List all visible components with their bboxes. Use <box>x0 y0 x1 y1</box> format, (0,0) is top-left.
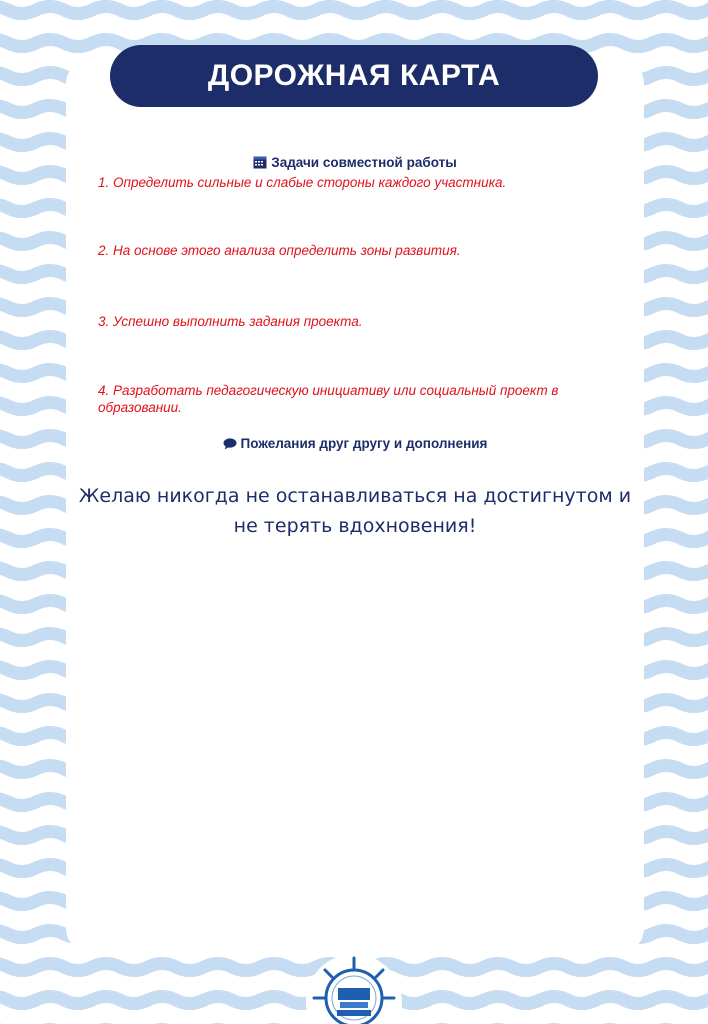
wish-line-1: Желаю никогда не останавливаться на достигнутом и <box>78 485 632 507</box>
wish-text <box>66 481 644 541</box>
tasks-heading <box>66 155 644 172</box>
wishes-heading <box>66 436 644 453</box>
task-item-4: 4. Разработать педагогическую инициативу или социальный проект в образовании. <box>98 383 559 415</box>
tasks-heading-text: Задачи совместной работы <box>271 155 457 170</box>
wish-line-2: не терять вдохновения! <box>233 515 477 537</box>
task-item-2: 2. На основе этого анализа определить зоны развития. <box>98 243 461 258</box>
calendar-icon <box>253 156 267 172</box>
task-item-1: 1. Определить сильные и слабые стороны каждого участника. <box>98 175 507 190</box>
page-title: ДОРОЖНАЯ КАРТА <box>110 45 598 107</box>
ship-wheel-logo <box>304 950 404 1024</box>
task-item-3: 3. Успешно выполнить задания проекта. <box>98 314 363 329</box>
speech-bubble-icon <box>223 438 237 453</box>
wishes-heading-text: Пожелания друг другу и дополнения <box>240 436 488 451</box>
wave-line <box>0 7 708 14</box>
